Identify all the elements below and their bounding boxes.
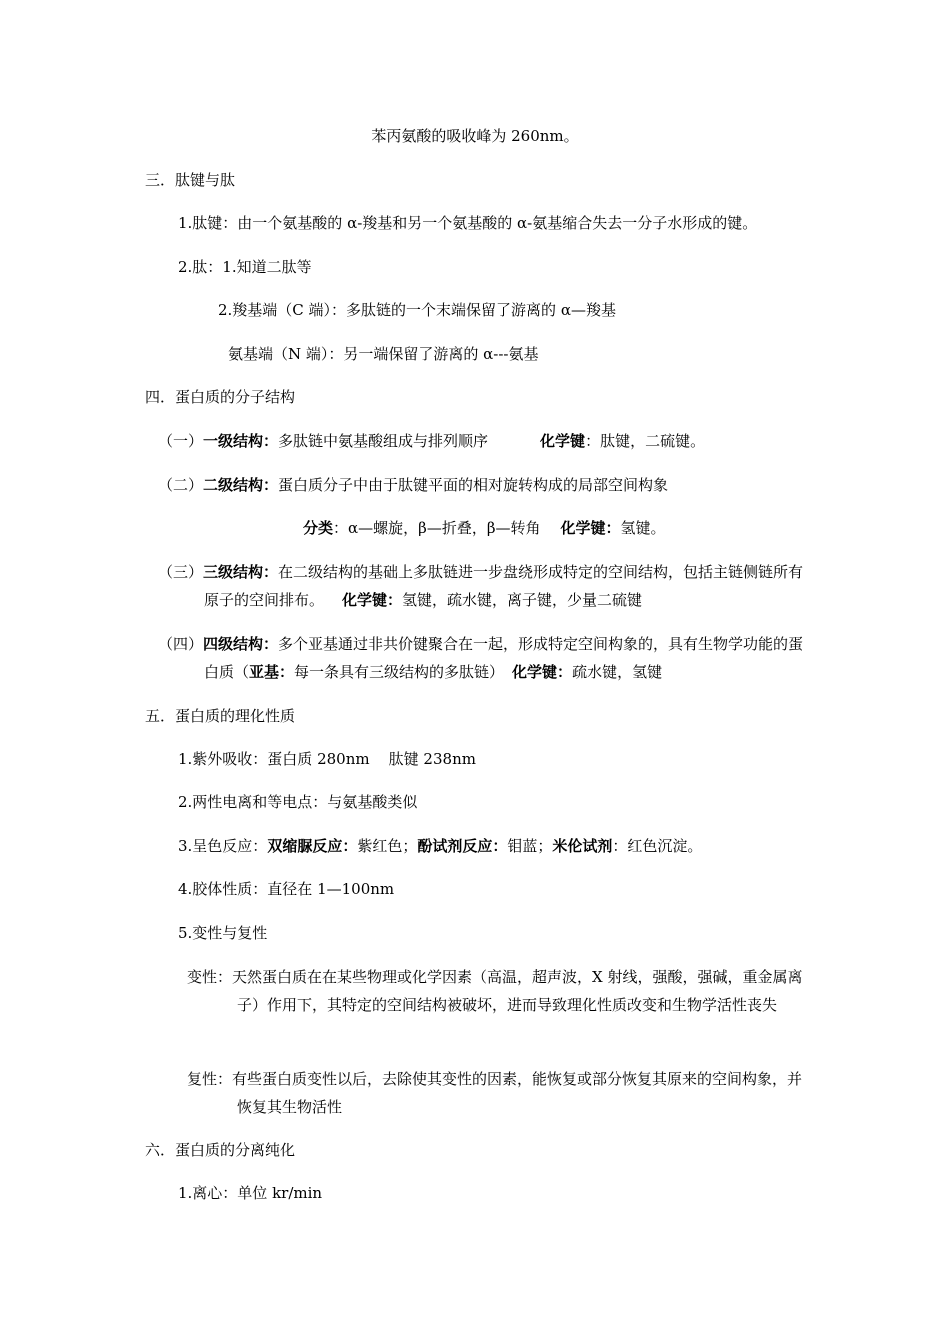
denaturation-paragraph: 变性：天然蛋白质在在某些物理或化学因素（高温，超声波，X 射线，强酸，强碱，重金属离子）作用下，其特定的空间结构被破坏，进而导致理化性质改变和生物学活性丧失 [187, 968, 803, 1014]
text-line: 苯丙氨酸的吸收峰为 260nm。 [371, 127, 579, 145]
section-heading: 四．蛋白质的分子结构 [145, 388, 296, 406]
text-line: 1.紫外吸收：蛋白质 280nm 肽键 238nm [178, 750, 476, 768]
renaturation-paragraph: 复性：有些蛋白质变性以后，去除使其变性的因素，能恢复或部分恢复其原来的空间构象，并恢复其生物活性 [187, 1070, 803, 1116]
section-heading: 六．蛋白质的分离纯化 [145, 1141, 296, 1159]
text-line: 氨基端（N 端）：另一端保留了游离的 α---氨基 [228, 345, 539, 363]
color-reactions: 3.呈色反应：双缩脲反应：紫红色；酚试剂反应：钼蓝；米伦试剂：红色沉淀。 [178, 837, 703, 855]
structure-tertiary: （三）三级结构：在二级结构的基础上多肽链进一步盘绕形成特定的空间结构，包括主链侧链所有原子的空间排布。 化学键：氢键，疏水键，离子键，少量二硫键 [158, 563, 804, 609]
structure-primary: （一）一级结构：多肽链中氨基酸组成与排列顺序 化学键：肽键，二硫键。 [158, 432, 706, 450]
text-line: 1.离心：单位 kr/min [178, 1184, 323, 1202]
structure-secondary: （二）二级结构：蛋白质分子中由于肽键平面的相对旋转构成的局部空间构象 [158, 476, 669, 494]
structure-quaternary: （四）四级结构：多个亚基通过非共价键聚合在一起，形成特定空间构象的，具有生物学功能的蛋白质（亚基：每一条具有三级结构的多肽链） 化学键：疏水键，氢键 [158, 635, 804, 681]
section-heading: 五．蛋白质的理化性质 [145, 707, 296, 725]
text-line: 2.羧基端（C 端）：多肽链的一个末端保留了游离的 α—羧基 [218, 301, 616, 319]
text-line: 4.胶体性质：直径在 1—100nm [178, 880, 395, 898]
text-line: 2.两性电离和等电点：与氨基酸类似 [178, 793, 418, 811]
text-line: 1.肽键：由一个氨基酸的 α-羧基和另一个氨基酸的 α-氨基缩合失去一分子水形成的键。 [178, 214, 758, 232]
text-line: 5.变性与复性 [178, 924, 268, 942]
text-line: 2.肽：1.知道二肽等 [178, 258, 312, 276]
structure-secondary-classification: 分类：α—螺旋，β—折叠，β—转角 化学键：氢键。 [303, 519, 666, 537]
section-heading: 三．肽键与肽 [145, 171, 236, 189]
